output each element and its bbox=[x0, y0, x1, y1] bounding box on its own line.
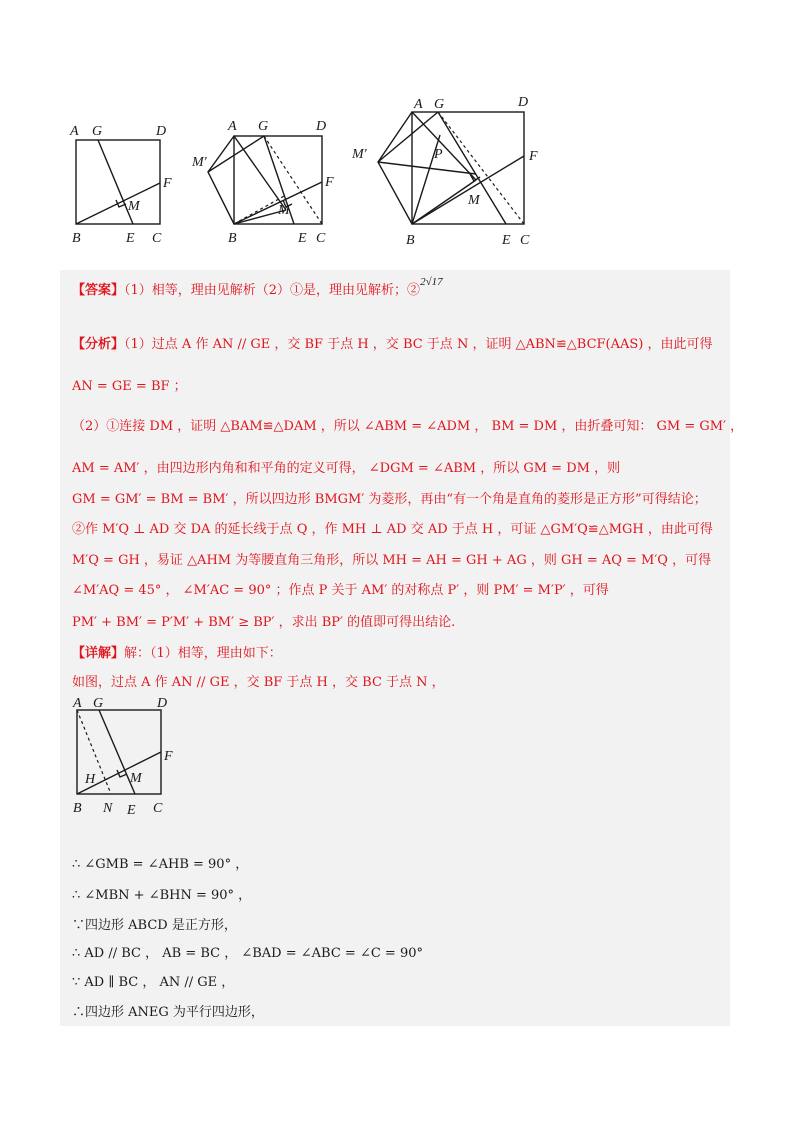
fig3-label-d: D bbox=[518, 95, 529, 110]
fig2-label-mprime: M′ bbox=[192, 155, 207, 170]
figure-3 bbox=[348, 90, 538, 255]
fig3-label-m: M bbox=[468, 193, 480, 208]
fig2-label-b: B bbox=[228, 231, 237, 246]
detail-step-text-2: ∴ ∠MBN + ∠BHN = 90° ， bbox=[72, 888, 252, 903]
detail-label-c: C bbox=[153, 801, 163, 816]
analysis-line-4 bbox=[72, 460, 620, 478]
detail-step-text-6: ∴四边形 ANEG 为平行四边形， bbox=[72, 1005, 264, 1020]
fig2-label-g: G bbox=[258, 119, 269, 134]
detail-line-2 bbox=[72, 674, 445, 692]
fig3-label-a: A bbox=[414, 97, 423, 112]
analysis-line-3 bbox=[72, 418, 743, 436]
analysis-text-2: AN = GE = BF ； bbox=[72, 379, 187, 394]
detail-figure bbox=[65, 696, 195, 826]
detail-label-m: M bbox=[130, 771, 142, 786]
analysis-text-3: （2）①连接 DM ，证明 △BAM≌△DAM ，所以 ∠ABM = ∠ADM ， BM = DM ，由折叠可知： GM = GM′ ， bbox=[72, 419, 744, 434]
detail-label-h: H bbox=[85, 772, 96, 787]
fig3-label-e: E bbox=[502, 233, 511, 248]
detail-label-g: G bbox=[93, 696, 104, 711]
detail-step-5 bbox=[72, 974, 234, 992]
analysis-text-9: PM′ + BM′ = P′M′ + BM′ ≥ BP′ ，求出 BP′ 的值即可得出结论. bbox=[72, 615, 456, 630]
fig3-label-b: B bbox=[406, 233, 415, 248]
fig3-label-mprime: M′ bbox=[352, 147, 367, 162]
detail-label-f: F bbox=[164, 749, 173, 764]
detail-step-6 bbox=[72, 1004, 264, 1022]
analysis-line-2 bbox=[72, 378, 187, 396]
answer-text: （1）相等，理由见解析（2）①是，理由见解析；② bbox=[124, 283, 421, 298]
fig1-label-e: E bbox=[126, 231, 135, 246]
detail-label-b: B bbox=[73, 801, 82, 816]
fig1-label-f: F bbox=[163, 176, 172, 191]
analysis-line-8 bbox=[72, 582, 609, 600]
analysis-line-1 bbox=[72, 336, 713, 354]
detail-label-a: A bbox=[73, 696, 82, 711]
fig2-label-c: C bbox=[316, 231, 326, 246]
detail-step-text-1: ∴ ∠GMB = ∠AHB = 90° ， bbox=[72, 857, 249, 872]
answer-tag: 【答案】 bbox=[72, 283, 125, 298]
detail-step-2 bbox=[72, 887, 251, 905]
detail-step-text-3: ∵四边形 ABCD 是正方形， bbox=[72, 918, 237, 933]
fig2-label-m: M bbox=[278, 203, 290, 218]
analysis-line-9 bbox=[72, 614, 455, 632]
detail-line-1 bbox=[72, 645, 282, 663]
answer-value: 2√17 bbox=[420, 276, 443, 288]
analysis-text-5: GM = GM′ = BM = BM′ ，所以四边形 BMGM′ 为菱形，再由“有一个角是直角的菱形是正方形”可得结论； bbox=[72, 492, 707, 507]
detail-tag: 【详解】 bbox=[72, 646, 125, 661]
analysis-text-8: ∠M′AQ = 45° ， ∠M′AC = 90° ；作点 P 关于 AM′ 的对称点 P′ ，则 PM′ = M′P′ ，可得 bbox=[72, 583, 609, 598]
detail-step-1 bbox=[72, 856, 248, 874]
detail-text-1: 解：（1）相等，理由如下： bbox=[124, 646, 282, 661]
figure-2 bbox=[190, 90, 340, 255]
detail-step-3 bbox=[72, 917, 237, 935]
detail-label-d: D bbox=[157, 696, 168, 711]
fig3-label-g: G bbox=[434, 97, 445, 112]
fig2-label-a: A bbox=[228, 119, 237, 134]
fig2-label-d: D bbox=[316, 119, 327, 134]
analysis-text-6: ②作 M′Q ⊥ AD 交 DA 的延长线于点 Q ，作 MH ⊥ AD 交 AD 于点 H ，可证 △GM′Q≌△MGH ，由此可得 bbox=[72, 522, 713, 537]
fig1-label-a: A bbox=[70, 124, 79, 139]
detail-step-text-5: ∵ AD ∥ BC ， AN // GE ， bbox=[72, 975, 235, 990]
fig1-label-g: G bbox=[92, 124, 103, 139]
detail-step-text-4: ∴ AD // BC ， AB = BC ， ∠BAD = ∠ABC = ∠C = 90° bbox=[72, 946, 423, 961]
analysis-text-4: AM = AM′ ，由四边形内角和和平角的定义可得， ∠DGM = ∠ABM ，所以 GM = DM ，则 bbox=[72, 461, 621, 476]
fig3-label-c: C bbox=[520, 233, 530, 248]
detail-label-e: E bbox=[127, 803, 136, 818]
detail-text-2: 如图，过点 A 作 AN // GE ，交 BF 于点 H ，交 BC 于点 N ， bbox=[72, 675, 445, 690]
fig3-label-p: P bbox=[434, 147, 443, 162]
analysis-text-7: M′Q = GH ，易证 △AHM 为等腰直角三角形，所以 MH = AH = GH + AG ，则 GH = AQ = M′Q ，可得 bbox=[72, 553, 712, 568]
figure-1 bbox=[60, 90, 180, 255]
fig1-label-d: D bbox=[156, 124, 167, 139]
analysis-text-1: （1）过点 A 作 AN // GE ，交 BF 于点 H ，交 BC 于点 N ，证明 △ABN≌△BCF(AAS) ，由此可得 bbox=[124, 337, 713, 352]
fig1-label-b: B bbox=[72, 231, 81, 246]
answer-line bbox=[72, 276, 443, 300]
fig1-label-m: M bbox=[128, 199, 140, 214]
detail-step-4 bbox=[72, 945, 423, 963]
analysis-tag: 【分析】 bbox=[72, 337, 125, 352]
detail-label-n: N bbox=[103, 801, 113, 816]
analysis-line-6 bbox=[72, 521, 713, 539]
fig3-label-f: F bbox=[529, 149, 538, 164]
fig2-label-e: E bbox=[298, 231, 307, 246]
analysis-line-7 bbox=[72, 552, 711, 570]
analysis-line-5 bbox=[72, 491, 707, 509]
fig1-label-c: C bbox=[152, 231, 162, 246]
figure-row bbox=[60, 90, 760, 260]
fig2-label-f: F bbox=[325, 175, 334, 190]
